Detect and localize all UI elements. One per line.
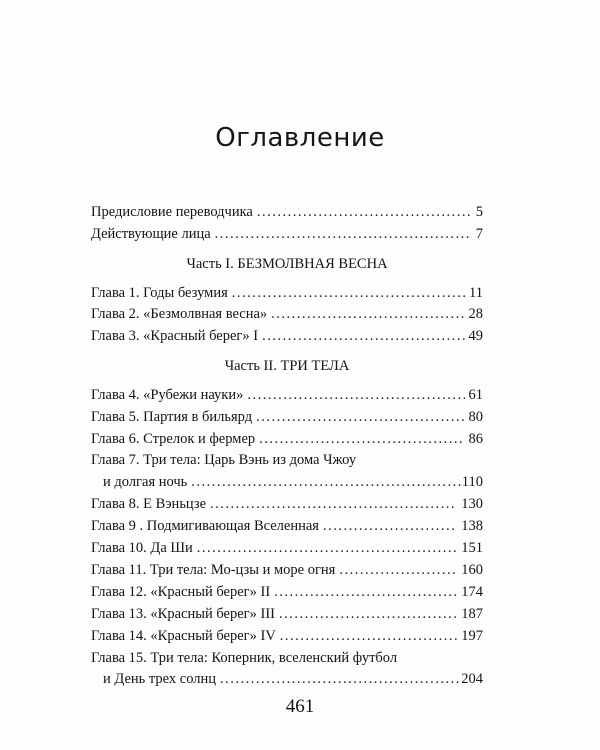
toc-entry-label: и День трех солнц: [103, 671, 217, 687]
toc-entry-page: 80: [468, 409, 483, 425]
toc-entry-page: 49: [468, 328, 483, 344]
toc-entry-chapter-14[interactable]: [91, 627, 483, 645]
toc-entry-page: 151: [461, 540, 483, 556]
toc-entry-label: Глава 5. Партия в бильярд: [91, 409, 253, 425]
toc-entry-page: 138: [461, 518, 483, 534]
toc-entry-label: Глава 9 . Подмигивающая Вселенная: [91, 518, 319, 534]
toc-entry-label: Глава 11. Три тела: Мо-цзы и море огня: [91, 562, 336, 578]
toc-entry-page: 160: [461, 562, 483, 578]
toc-entry-label: Глава 10. Да Ши: [91, 540, 193, 556]
toc-entry-page: 11: [469, 285, 483, 301]
toc-entry-chapter-8[interactable]: [91, 495, 483, 513]
toc-entry-page: 187: [461, 606, 483, 622]
toc-entry-chapter-2[interactable]: [91, 305, 483, 323]
toc-entry-label: и долгая ночь: [103, 474, 188, 490]
leader-dots: [323, 517, 457, 535]
leader-dots: [210, 495, 457, 513]
toc-entry-page: 5: [475, 204, 483, 220]
toc-entry-preface[interactable]: [91, 203, 483, 221]
leader-dots: [280, 627, 457, 645]
toc-entry-chapter-15-cont[interactable]: [91, 670, 483, 688]
leader-dots: [259, 430, 464, 448]
part-heading: Часть I. БЕЗМОЛВНАЯ ВЕСНА: [186, 256, 388, 272]
toc-entry-page: 28: [468, 306, 483, 322]
toc-entry-page: 197: [461, 628, 483, 644]
toc-entry-chapter-3[interactable]: [91, 327, 483, 345]
toc-entry-label: Глава 4. «Рубежи науки»: [91, 387, 244, 403]
toc-entry-characters[interactable]: [91, 225, 483, 243]
leader-dots: [191, 473, 461, 491]
part-heading: Часть II. ТРИ ТЕЛА: [224, 358, 350, 374]
toc-entry-chapter-1[interactable]: [91, 284, 483, 302]
toc-entry-chapter-7[interactable]: Глава 7. Три тела: Царь Вэнь из дома Чжоу: [91, 452, 357, 468]
leader-dots: [256, 408, 464, 426]
page-number: 461: [285, 696, 315, 717]
toc-entry-chapter-4[interactable]: [91, 386, 483, 404]
page-title: Оглавление: [215, 123, 385, 153]
leader-dots: [215, 225, 472, 243]
toc-entry-label: Глава 6. Стрелок и фермер: [91, 431, 256, 447]
toc-entry-label: Глава 3. «Красный берег» I: [91, 328, 259, 344]
leader-dots: [220, 670, 460, 688]
leader-dots: [247, 386, 464, 404]
toc-entry-page: 61: [468, 387, 483, 403]
toc-entry-page: 174: [461, 584, 483, 600]
leader-dots: [232, 284, 465, 302]
toc-entry-label: Глава 13. «Красный берег» III: [91, 606, 275, 622]
toc-entry-chapter-12[interactable]: [91, 583, 483, 601]
leader-dots: [339, 561, 457, 579]
toc-entry-page: 86: [468, 431, 483, 447]
toc-entry-label: Глава 1. Годы безумия: [91, 285, 228, 301]
toc-entry-page: 110: [461, 474, 483, 490]
toc-entry-page: 204: [461, 671, 483, 687]
toc-entry-page: 130: [461, 496, 483, 512]
toc-entry-label: Глава 8. Е Вэньцзе: [91, 496, 207, 512]
toc-entry-label: Глава 2. «Безмолвная весна»: [91, 306, 268, 322]
toc-entry-chapter-5[interactable]: [91, 408, 483, 426]
toc-entry-label: Глава 12. «Красный берег» II: [91, 584, 271, 600]
toc-entry-label: Предисловие переводчика: [91, 204, 253, 220]
toc-entry-chapter-13[interactable]: [91, 605, 483, 623]
leader-dots: [257, 203, 472, 221]
leader-dots: [279, 605, 457, 623]
toc-entry-chapter-10[interactable]: [91, 539, 483, 557]
leader-dots: [262, 327, 464, 345]
toc-entry-page: 7: [475, 226, 483, 242]
toc-entry-chapter-15[interactable]: Глава 15. Три тела: Коперник, вселенский футбол: [91, 650, 398, 666]
toc-entry-chapter-6[interactable]: [91, 430, 483, 448]
toc-entry-label: Действующие лица: [91, 226, 211, 242]
toc-entry-chapter-7-cont[interactable]: [91, 473, 483, 491]
leader-dots: [197, 539, 457, 557]
leader-dots: [274, 583, 457, 601]
toc-entry-label: Глава 14. «Красный берег» IV: [91, 628, 276, 644]
toc-entry-chapter-9[interactable]: [91, 517, 483, 535]
toc-entry-chapter-11[interactable]: [91, 561, 483, 579]
leader-dots: [271, 305, 464, 323]
